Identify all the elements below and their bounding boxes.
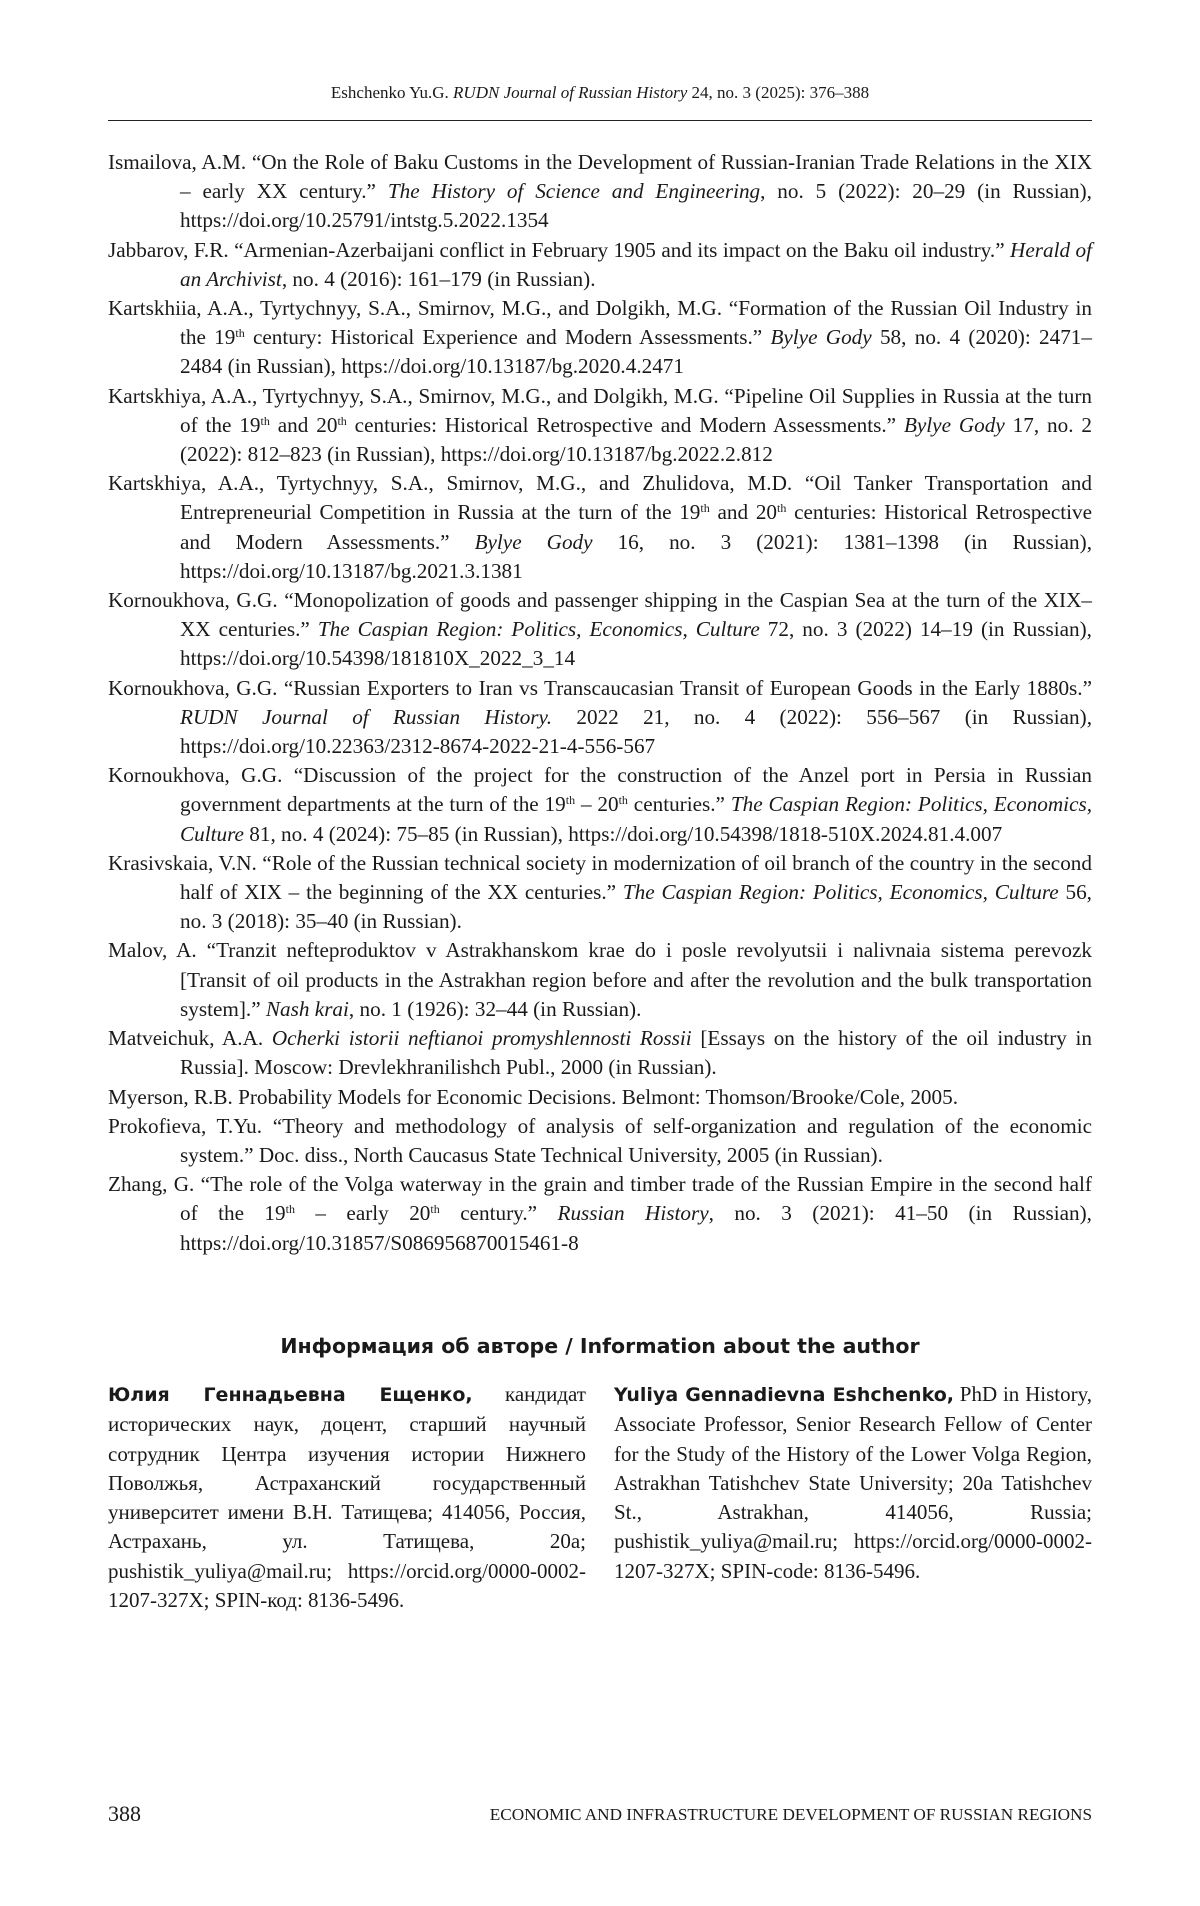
reference-ismailova: Ismailova, A.M. “On the Role of Baku Customs in the Development of Russian-Iranian Trade Relations in the XIX – early XX century.” The History of Science and Engineering, no. 5 (2022): 20–29 (in Russian), https://doi.org/10.25791/intstg.5.2022.1354 (108, 148, 1092, 236)
reference-list (108, 148, 1092, 1258)
author-info-english (614, 1380, 1092, 1586)
running-head (108, 82, 1092, 104)
author-name-english: Yuliya Gennadievna Eshchenko, (614, 1384, 954, 1406)
reference-prokofieva: Prokofieva, T.Yu. “Theory and methodology of analysis of self-organization and regulation of the economic system.” Doc. diss., North Caucasus State Technical University, 2005 (in Russian). (108, 1112, 1092, 1170)
reference-kornoukhova-2022b: Kornoukhova, G.G. “Russian Exporters to Iran vs Transcaucasian Transit of European Goods in the Early 1880s.” RUDN Journal of Russian History. 2022 21, no. 4 (2022): 556–567 (in Russian), https://doi.org/10.22363/2312-8674-2022-21-4-556-567 (108, 674, 1092, 762)
reference-kornoukhova-2022a: Kornoukhova, G.G. “Monopolization of goods and passenger shipping in the Caspian Sea at the turn of the XIX–XX centuries.” The Caspian Region: Politics, Economics, Culture 72, no. 3 (2022) 14–19 (in Russian), https://doi.org/10.54398/181810X_2022_3_14 (108, 586, 1092, 674)
page-number: 388 (108, 1800, 141, 1828)
author-info-russian (108, 1380, 586, 1615)
author-details-russian: кандидат исторических наук, доцент, старший научный сотрудник Центра изучения истории Нижнего Поволжья, Астраханский государственный университет имени В.Н. Татищева; 414056, Россия, Астрахань, ул. Татищева, 20а; pushistik_yuliya@mail.ru; https://orcid.org/0000-0002-1207-327X; SPIN-код: 8136-5496. (108, 1382, 586, 1612)
reference-myerson: Myerson, R.B. Probability Models for Economic Decisions. Belmont: Thomson/Brooke/Cole, 2005. (108, 1083, 1092, 1112)
running-head-issue: 24, no. 3 (2025): 376–388 (692, 83, 870, 102)
reference-matveichuk: Matveichuk, A.A. Ocherki istorii neftianoi promyshlennosti Rossii [Essays on the history of the oil industry in Russia]. Moscow: Drevlekhranilishch Publ., 2000 (in Russian). (108, 1024, 1092, 1082)
author-details-english: PhD in History, Associate Professor, Senior Research Fellow of Center for the Study of the History of the Lower Volga Region, Astrakhan Tatishchev State University; 20a Tatishchev St., Astrakhan, 414056, Russia; pushistik_yuliya@mail.ru; https://orcid.org/0000-0002-1207-327X; SPIN-code: 8136-5496. (614, 1382, 1092, 1583)
reference-zhang: Zhang, G. “The role of the Volga waterway in the grain and timber trade of the Russian Empire in the second half of the 19th – early 20th century.” Russian History, no. 3 (2021): 41–50 (in Russian), https://doi.org/10.31857/S086956870015461-8 (108, 1170, 1092, 1258)
reference-kartskhiya-2021: Kartskhiya, A.A., Tyrtychnyy, S.A., Smirnov, M.G., and Zhulidova, M.D. “Oil Tanker Transportation and Entrepreneurial Competition in Russia at the turn of the 19th and 20th centuries: Historical Retrospective and Modern Assessments.” Bylye Gody 16, no. 3 (2021): 1381–1398 (in Russian), https://doi.org/10.13187/bg.2021.3.1381 (108, 469, 1092, 586)
header-rule (108, 120, 1092, 121)
author-info-heading: Информация об авторе / Information about the author (108, 1332, 1092, 1360)
author-name-russian: Юлия Геннадьевна Ещенко, (108, 1384, 473, 1406)
running-head-journal: RUDN Journal of Russian History (453, 83, 687, 102)
section-title: ECONOMIC AND INFRASTRUCTURE DEVELOPMENT OF RUSSIAN REGIONS (490, 1803, 1092, 1827)
reference-kornoukhova-2024: Kornoukhova, G.G. “Discussion of the project for the construction of the Anzel port in Persia in Russian government departments at the turn of the 19th – 20th centuries.” The Caspian Region: Politics, Economics, Culture 81, no. 4 (2024): 75–85 (in Russian), https://doi.org/10.54398/1818-510X.2024.81.4.007 (108, 761, 1092, 849)
reference-malov: Malov, A. “Tranzit nefteproduktov v Astrakhanskom krae do i posle revolyutsii i nalivnaia sistema perevozk [Transit of oil products in the Astrakhan region before and after the revolution and the bulk transportation system].” Nash krai, no. 1 (1926): 32–44 (in Russian). (108, 936, 1092, 1024)
reference-kartskhiya-2022: Kartskhiya, A.A., Tyrtychnyy, S.A., Smirnov, M.G., and Dolgikh, M.G. “Pipeline Oil Supplies in Russia at the turn of the 19th and 20th centuries: Historical Retrospective and Modern Assessments.” Bylye Gody 17, no. 2 (2022): 812–823 (in Russian), https://doi.org/10.13187/bg.2022.2.812 (108, 382, 1092, 470)
reference-krasivskaia: Krasivskaia, V.N. “Role of the Russian technical society in modernization of oil branch of the country in the second half of XIX – the beginning of the XX centuries.” The Caspian Region: Politics, Economics, Culture 56, no. 3 (2018): 35–40 (in Russian). (108, 849, 1092, 937)
reference-jabbarov: Jabbarov, F.R. “Armenian-Azerbaijani conflict in February 1905 and its impact on the Baku oil industry.” Herald of an Archivist, no. 4 (2016): 161–179 (in Russian). (108, 236, 1092, 294)
running-head-authors: Eshchenko Yu.G. (331, 83, 449, 102)
reference-kartskhiia-2020: Kartskhiia, A.A., Tyrtychnyy, S.A., Smirnov, M.G., and Dolgikh, M.G. “Formation of the Russian Oil Industry in the 19th century: Historical Experience and Modern Assessments.” Bylye Gody 58, no. 4 (2020): 2471–2484 (in Russian), https://doi.org/10.13187/bg.2020.4.2471 (108, 294, 1092, 382)
page (0, 0, 1200, 1906)
